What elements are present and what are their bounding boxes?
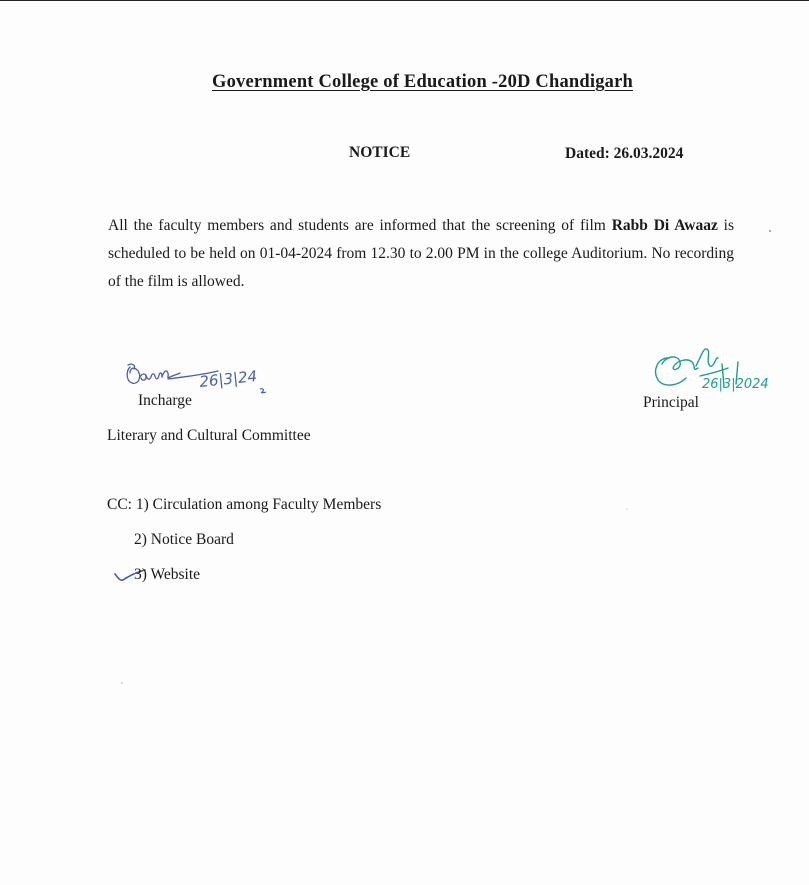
scan-speck	[769, 230, 771, 232]
cc-line-2: 2) Notice Board	[134, 531, 234, 548]
cc-line-3: 3) Website	[134, 566, 201, 583]
scan-speck	[121, 682, 123, 684]
notice-body-part1: All the faculty members and students are informed that the screening of film	[108, 217, 612, 234]
incharge-label: Incharge	[138, 392, 192, 409]
principal-label: Principal	[643, 394, 699, 411]
committee-name: Literary and Cultural Committee	[107, 427, 311, 444]
notice-title: NOTICE	[349, 144, 411, 161]
principal-signature-date: 26|3|2024	[702, 377, 769, 392]
notice-date: Dated: 26.03.2024	[565, 145, 684, 162]
incharge-signature-date: 26|3|24	[198, 367, 258, 391]
cc-line-1: CC: 1) Circulation among Faculty Members	[107, 496, 382, 513]
scan-speck	[626, 508, 628, 510]
college-name-heading: Government College of Education -20D Chandigarh	[212, 72, 634, 92]
notice-body-part2: is scheduled to be held on 01-04-2024 from 12.30 to 2.00 PM in the college Auditorium. No recording of the film is allowed.	[108, 217, 735, 290]
incharge-signature	[122, 353, 282, 397]
notice-body	[108, 212, 734, 296]
film-name: Rabb Di Awaaz	[611, 217, 718, 234]
principal-signature	[648, 336, 778, 396]
